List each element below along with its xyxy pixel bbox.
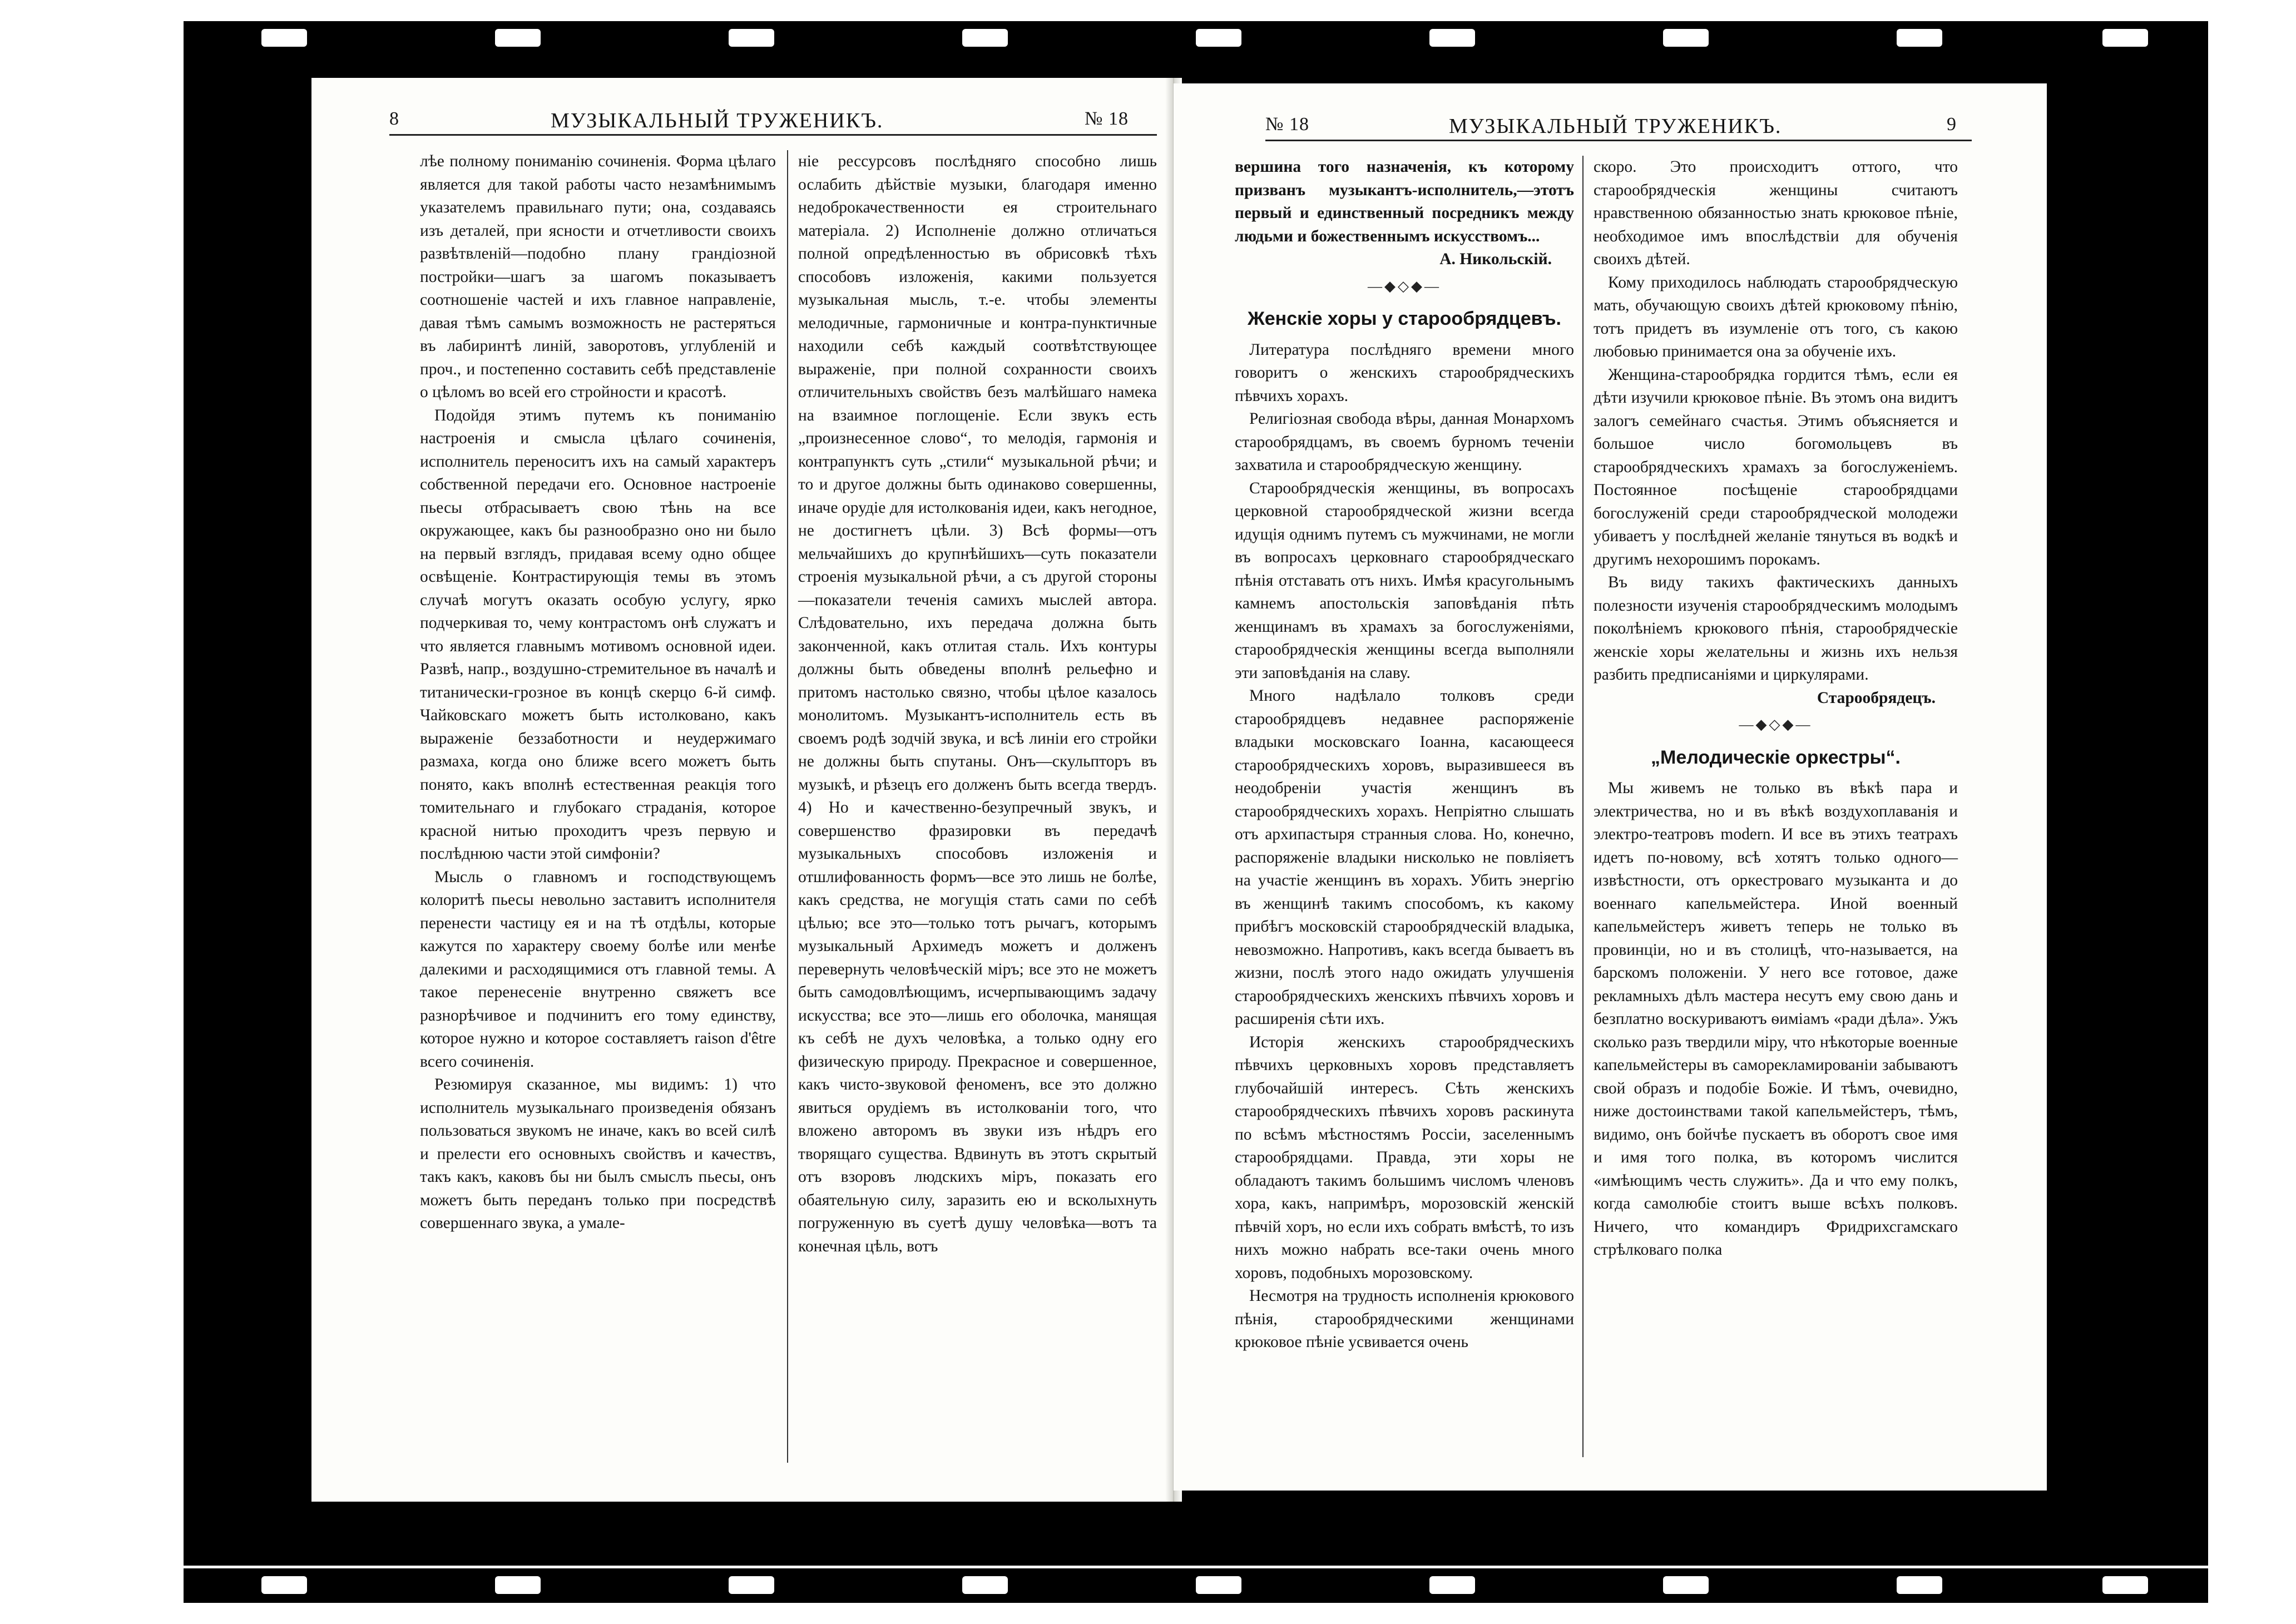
paragraph: Резюмируя сказанное, мы видимъ: 1) что исполнитель музыкальнаго произведенія обязанъ пользоваться звукомъ не иначе, какъ во всей силѣ и прелести его основныхъ свойствъ и качествъ, такъ какъ, каковъ бы ни былъ смыслъ пьесы, онъ можетъ быть переданъ только при посредствѣ совершеннаго звука, а умале-	[420, 1076, 776, 1232]
text-column-2	[1594, 156, 1958, 1262]
column-rule	[1582, 156, 1584, 1457]
film-edge	[167, 0, 184, 1624]
film-perforation	[1897, 1576, 1942, 1594]
page-header	[389, 108, 1157, 136]
film-perforation	[1663, 1576, 1709, 1594]
film-perforation	[2102, 1576, 2148, 1594]
journal-title: МУЗЫКАЛЬНЫЙ ТРУЖЕНИКЪ.	[1449, 115, 1782, 138]
page-number: 9	[1947, 114, 1957, 135]
film-perforation	[729, 1576, 774, 1594]
paragraph: Подойдя этимъ путемъ къ пониманію настроенія и смысла цѣлаго сочиненія, исполнитель переноситъ ихъ на самый характеръ собственной передачи его. Основное настроеніе пьесы отбрасываетъ свою тѣнь на все окружающее, какъ бы разнообразно оно ни было на первый взглядъ, придавая всему одно общее освѣщеніе. Контрастирующія темы въ этомъ случаѣ могутъ оказать особую услугу, ярко подчеркивая то, чему контрастомъ онѣ служатъ и что является главнымъ мотивомъ основной идеи. Развѣ, напр., воздушно-стремительное въ началѣ и титанически-грозное въ концѣ скерцо 6-й симф. Чайковскаго можетъ быть истолковано, какъ выраженіе беззаботности и неудержимаго размаха, когда оно ближе всего можетъ быть понято, какъ вполнѣ естественная реакція того томительнаго и глубокаго страданія, которое красной нитью проходитъ чрезъ первую и послѣднюю части этой симфоніи?	[420, 406, 776, 863]
paragraph: Мы живемъ не только въ вѣкѣ пара и электричества, но и въ вѣкѣ воздухоплаванія и электро-театровъ modern. И все въ этихъ театрахъ идетъ по-новому, всѣ хотятъ только одного—извѣстности, отъ оркестроваго музыканта и до военнаго капельмейстера. Иной военный капельмейстеръ живетъ теперь не только въ провинціи, но и въ столицѣ, что-называется, на барскомъ положеніи. У него все готовое, даже рекламныхъ дѣлъ мастера несутъ ему свою дань и безплатно воскуриваютъ ѳиміамъ «ради дѣла». Ужъ сколько разъ твердили міру, что нѣкоторые военные капельмейстеры въ саморекламированіи забываютъ свой образъ и подобіе Божіе. И тѣмъ, очевидно, ниже достоинствами такой капельмейстеръ, тѣмъ, видимо, онъ бойчѣе пускаетъ въ оборотъ свое имя и имя того полка, въ которомъ числится «имѣющимъ честь служить». Да и что ему полкъ, когда самолюбіе стоитъ выше всѣхъ полковъ. Ничего, что командиръ Фридрихсгамскаго стрѣлковаго полка	[1594, 779, 1958, 1259]
ornament-divider: —◆◇◆—	[1739, 716, 1813, 732]
film-perforation	[1897, 29, 1942, 47]
author-signature: Старообрядецъ.	[1817, 689, 1936, 707]
paragraph: Много надѣлало толковъ среди старообрядцевъ недавнее распоряженіе владыки московскаго Іоанна, касающееся старообрядческихъ хоровъ, выразившееся въ неодобреніи участія женщинъ въ старообрядческихъ хорахъ. Непріятно слышать отъ архипастыря странныя слова. Но, конечно, распоряженіе владыки нисколько не повліяетъ на участіе женщинъ въ хорахъ. Убить энергію въ женщинѣ такимъ способомъ, къ какому прибѣгъ московскій старообрядческій владыка, невозможно. Напротивъ, какъ всегда бываетъ въ жизни, послѣ этого надо ожидать улучшенія старообрядческихъ женскихъ пѣвчихъ хоровъ и расширенія сѣти ихъ.	[1235, 687, 1574, 1028]
ornament-divider: —◆◇◆—	[1368, 278, 1441, 294]
text-column-1	[420, 150, 776, 1235]
film-perforation	[1196, 29, 1241, 47]
left-page	[311, 78, 1174, 1502]
page-number: 8	[389, 108, 399, 129]
paragraph: лѣе полному пониманію сочиненія. Форма цѣлаго является для такой работы часто незамѣнимымъ указателемъ правильнаго пути; она, создаваясь изъ деталей, при ясности и отчетливости своихъ развѣтвленій—подобно плану грандіозной постройки—шагъ за шагомъ показываетъ соотношеніе частей и ихъ главное направленіе, давая тѣмъ самымъ возможность не растеряться въ лабиринтѣ линій, заворотовъ, углубленій и проч., и постепенно составить себѣ представленіе о цѣломъ во всей его стройности и красотѣ.	[420, 152, 776, 401]
journal-title: МУЗЫКАЛЬНЫЙ ТРУЖЕНИКЪ.	[551, 109, 884, 132]
film-perforation	[261, 29, 307, 47]
paragraph: Литература послѣдняго времени много говоритъ о женскихъ старообрядческихъ пѣвчихъ хорахъ.	[1235, 340, 1574, 405]
right-page	[1174, 83, 2047, 1491]
paragraph: Несмотря на трудность исполненія крюкового пѣнія, старообрядческими женщинами крюковое пѣніе усвивается очень	[1235, 1287, 1574, 1351]
film-perforation	[261, 1576, 307, 1594]
issue-number: № 18	[1265, 114, 1309, 135]
film-perforation	[962, 1576, 1008, 1594]
page-header	[1265, 114, 1972, 142]
paragraph: Въ виду такихъ фактическихъ данныхъ полезности изученія старообрядческимъ молодымъ поколѣніемъ крюкового пѣнія, старообрядческіе женскіе хоры желательны и жизнь ихъ нельзя разбить предписаніями и циркулярами.	[1594, 573, 1958, 684]
column-rule	[787, 150, 788, 1463]
film-perforation	[1429, 29, 1475, 47]
header-rule	[389, 134, 1157, 136]
film-perforation	[962, 29, 1008, 47]
paragraph: Кому приходилось наблюдать старообрядческую мать, обучающую своихъ дѣтей крюковому пѣнію, тотъ придетъ въ изумленіе отъ того, съ какою любовью принимается она за обученіе ихъ.	[1594, 273, 1958, 360]
film-strip-bottom	[184, 1568, 2208, 1603]
film-perforation	[729, 29, 774, 47]
paragraph: Религіозная свобода вѣры, данная Монархомъ старообрядцамъ, въ своемъ бурномъ теченіи захватила и старообрядческую женщину.	[1235, 410, 1574, 474]
film-perforation	[1663, 29, 1709, 47]
film-perforation	[1429, 1576, 1475, 1594]
paragraph: Старообрядческія женщины, въ вопросахъ церковной старообрядческой жизни всегда идущія однимъ путемъ съ мужчинами, не могли въ вопросахъ церковнаго старообрядческаго пѣнія отставать отъ нихъ. Имѣя красугольнымъ камнемъ апостольскія заповѣданія пѣть женщинамъ въ храмахъ за богослуженіями, старообрядческія женщины всегда выполняли эти заповѣданія на славу.	[1235, 479, 1574, 682]
film-strip-top	[184, 21, 2208, 56]
author-signature: А. Никольскій.	[1439, 250, 1552, 268]
text-column-2	[798, 150, 1157, 1258]
paragraph: Исторія женскихъ старообрядческихъ пѣвчихъ церковныхъ хоровъ представляетъ глубочайшій интересъ. Сѣть женскихъ старообрядческихъ пѣвчихъ хоровъ раскинута по всѣмъ мѣстностямъ Россіи, заселеннымъ старообрядцами. Правда, эти хоры не обладаютъ такимъ большимъ числомъ членовъ хора, какъ, напримѣръ, морозовскій женскій пѣвчій хоръ, но если ихъ собрать вмѣстѣ, то изъ нихъ можно набрать все-таки очень много хоровъ, подобныхъ морозовскому.	[1235, 1033, 1574, 1282]
paragraph: Женщина-старообрядка гордится тѣмъ, если ея дѣти изучили крюковое пѣніе. Въ этомъ она видитъ залогъ семейнаго счастья. Этимъ объясняется и большое число богомольцевъ въ старообрядческихъ храмахъ за богослуженіемъ. Постоянное посѣщеніе старообрядцами богослуженій среди старообрядческой молодежи убиваетъ у послѣдней желаніе тянуться въ водкѣ и другимъ нехорошимъ порокамъ.	[1594, 365, 1958, 568]
film-perforation	[495, 1576, 541, 1594]
text-column-1	[1235, 156, 1574, 1354]
article-heading: Женскіе хоры у старообрядцевъ.	[1248, 308, 1561, 329]
header-rule	[1265, 140, 1972, 141]
paragraph: скоро. Это происходитъ оттого, что старообрядческія женщины считаютъ нравственною обязанностью знать крюковое пѣніе, необходимое имъ впослѣдствіи для обученія своихъ дѣтей.	[1594, 158, 1958, 268]
article-heading: „Мелодическіе оркестры“.	[1651, 746, 1901, 768]
article-ending: вершина того назначенія, къ которому призванъ музыкантъ-исполнитель,—этотъ первый и единственный посредникъ между людьми и божественнымъ искусствомъ...	[1235, 158, 1574, 245]
film-perforation	[1196, 1576, 1241, 1594]
film-perforation	[2102, 29, 2148, 47]
paragraph: ніе рессурсовъ послѣдняго способно лишь ослабить дѣйствіе музыки, благодаря именно недоброкачественности ея строительнаго матеріала. 2) Исполненіе должно отличаться полной опредѣленностью въ обрисовкѣ тѣхъ способовъ изложенія, какими пользуется музыкальная мысль, т.-е. чтобы элементы мелодичные, гармоничные и контра-пунктичные находили себѣ каждый соотвѣтствующее выраженіе, при полной сохранности своихъ отличительныхъ свойствъ безъ малѣйшаго намека на взаимное поглощеніе. Если звукъ есть „произнесенное слово“, то мелодія, гармонія и контрапунктъ суть „стили“ музыкальной рѣчи; и то и другое должны быть одинаково совершенны, иначе орудіе для истолкованія идеи, какъ негодное, не достигнетъ цѣли. 3) Всѣ формы—отъ мельчайшихъ до крупнѣйшихъ—суть показатели строенія музыкальной рѣчи, а съ другой стороны—показатели теченія самихъ мыслей автора. Слѣдовательно, ихъ передача должна быть законченной, какъ отлитая сталь. Ихъ контуры должны быть обведены вполнѣ рельефно и притомъ настолько связно, чтобы цѣлое казалось монолитомъ. Музыкантъ-исполнитель есть въ своемъ родѣ зодчій звука, и всѣ линіи его стройки не должны быть спутаны. Онъ—скульпторъ въ музыкѣ, и рѣзецъ его долженъ быть всегда твердъ. 4) Но и качественно-безупречный звукъ, и совершенство фразировки въ передачѣ музыкальныхъ способовъ изложенія и отшлифованность формъ—все это лишь не болѣе, какъ средства, не могущія стать сами по себѣ цѣлью; все это—только тотъ рычагъ, которымъ музыкальный Архимедъ можетъ и долженъ перевернуть человѣческій міръ; все это не можетъ быть самодовлѣющимъ, исчерпывающимъ задачу искусства; все это—лишь его оболочка, манящая къ себѣ не духъ человѣка, а только одну его физическую природу. Прекрасное и совершенное, какъ чисто-звуковой феноменъ, все это должно явиться орудіемъ въ истолкованіи того, что вложено авторомъ въ звуки изъ нѣдръ его творящаго существа. Вдвинуть въ этотъ скрытый отъ взоровъ людскихъ міръ, показать его обаятельную силу, заразить ею и всколыхнуть погруженную въ суетѣ душу человѣка—вотъ та конечная цѣль, вотъ	[798, 152, 1157, 1255]
paragraph: Мысль о главномъ и господствующемъ колоритѣ пьесы невольно заставитъ исполнителя перенести частицу ея и на тѣ отдѣлы, которые кажутся по характеру своему болѣе или менѣе далекими и расходящимися отъ главной темы. А такое перенесеніе внутренно свяжетъ все разнорѣчивое и подчинитъ его тому единству, которое нужно и которое составляетъ raison d'être всего сочиненія.	[420, 868, 776, 1071]
issue-number: № 18	[1085, 108, 1129, 129]
film-perforation	[495, 29, 541, 47]
